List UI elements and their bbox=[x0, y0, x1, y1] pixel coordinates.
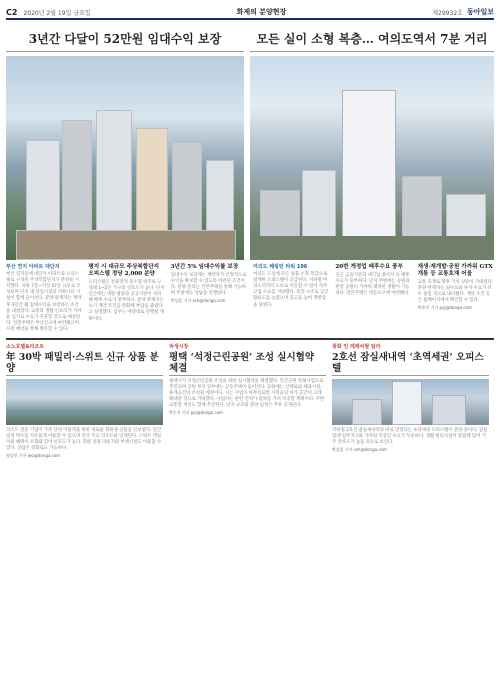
right-article-label: 여의도 해링턴 타워 196 bbox=[252, 264, 308, 270]
bottom-article-3-label: 광화 언 레제씨팔 탐라 bbox=[332, 344, 381, 351]
bottom-article-1-byline: 정성인 기자 jeo@donga.com bbox=[6, 453, 61, 459]
bottom-article-2: 파생시장 평택 ‘석정근린공원’ 조성 실시협약 체결 평택시가 석정근린공원 조성을 위한 실시협약을 체결했다. 민간공원 특례사업으로 추진되며 공원 부지 일부에는 공동주택이 들어선다. 공원에는 산책로와 체육시설, 휴게공간이 조성될 예정이다. 시는 사업이 마무리되면 시민들의 여가 공간이 크게 확대될 것으로 기대했다. 사업자는 관련 인허가 절차를 거쳐 착공할 계획이다. 주변 교통망 개선도 함께 추진된다. 단지 규모와 분양 일정은 추후 공개된다. 박준식 기자 pjs@donga.com bbox=[169, 343, 326, 459]
left-article-col1: 부산 연지 아파트 대단지 부산 연지동에 대단지 아파트와 오피스텔로 구성된 주상복합단지가 분양을 시작했다. 지하 7층~지상 47층 규모로 조성되며 단지 내 상업시설과 커뮤니티 시설이 함께 들어선다. 분양 관계자는 계약 후 3년간 월 임대수익을 보장하는 조건을 내걸었다. 교통과 생활 인프라가 가까운 입지로 수요가 꾸준할 것으로 예상된다. 견본주택은 부산진구에 마련됐으며 사전 예약을 통해 방문할 수 있다. bbox=[6, 264, 82, 332]
left-article-sub1: 평지 시 대규모 주상복합단지 오피스텔 정당 2,000 분양 bbox=[88, 264, 160, 277]
bottom-article-3-headline: 2호선 잠실새내역 ‘초역세권’ 오피스텔 bbox=[332, 352, 489, 376]
left-headline: 3년간 다달이 52만원 임대수익 보장 bbox=[6, 26, 244, 52]
left-article-byline: 박상훈 기자 ssh@donga.com bbox=[170, 298, 226, 304]
bottom-article-1-label: 소노호텔&리조트 bbox=[6, 344, 45, 351]
issue-number: 제29932호 bbox=[432, 9, 463, 17]
right-headline: 모든 실이 소형 복층… 여의도역서 7분 거리 bbox=[250, 26, 494, 52]
right-article-byline: 박용진 기자 pyj@donga.com bbox=[417, 305, 472, 311]
masthead bbox=[6, 6, 494, 20]
bottom-article-2-headline: 평택 ‘석정근린공원’ 조성 실시협약 체결 bbox=[169, 352, 326, 376]
bottom-article-3-byline: 박상훈 기자 ssh@donga.com bbox=[332, 447, 387, 453]
section-title: 화제의 분양현장 bbox=[236, 8, 287, 16]
left-rendering-photo bbox=[6, 56, 244, 260]
issue-date: 2020년 2월 19일 금요일 bbox=[23, 9, 91, 17]
left-article-sub2: 3년간 5% 임대수익률 보장 bbox=[170, 264, 239, 270]
left-article-col2: 평지 시 대규모 주상복합단지 오피스텔 정당 2,000 분양 오피스텔은 전용면적 중소형 위주로 구성돼 1~2인 가구의 선호도가 높다. 단지 인근에는 대형 병원과 공공기관이 자리해 배후 수요가 풍부하다. 분양 관계자는 초기 계약 조건을 완화해 부담을 줄였다고 설명했다. 입주는 예정대로 진행될 계획이다. bbox=[88, 264, 165, 322]
bottom-article-2-label: 파생시장 bbox=[169, 344, 189, 351]
left-article-label: 부산 연지 아파트 대단지 bbox=[6, 264, 60, 270]
right-article-col1: 여의도 해링턴 타워 196 여의도 도심에 모든 실을 소형 복층으로 설계한 오피스텔이 공급된다. 지하철 여의도역까지 도보로 이동할 수 있어 직주근접 수요를 겨냥했다. 복층 구조로 공간 활용도를 높였으며 층고를 높여 개방감을 살렸다. bbox=[252, 264, 329, 308]
section-divider bbox=[6, 338, 494, 340]
right-article-sub1: 20번 게정업 배후수요 풍부 bbox=[335, 264, 403, 270]
bottom-article-2-byline: 박준식 기자 pjs@donga.com bbox=[169, 410, 223, 416]
right-article-col3: 재생·재개발·공원 가까워 GTX 개통 등 교통호재 어울 교통 호재로 향후 가치 상승이 기대된다. 분양 관계자는 실수요와 투자 수요가 모두 몰릴 것으로 내다봤다. 계약 조건 등은 홈페이지에서 확인할 수 있다. 박용진 기자 pyj@donga.com bbox=[417, 264, 494, 311]
left-article-col3: 3년간 5% 임대수익률 보장 임대수익 보장제는 계약자가 안정적으로 수익을 확보할 수 있도록 마련된 조건이다. 분양 문의는 견본주택을 통해 가능하며 주말에도 상담을 진행한다. 박상훈 기자 ssh@donga.com bbox=[170, 264, 247, 304]
bottom-article-1-photo bbox=[6, 379, 163, 425]
right-rendering-photo bbox=[250, 56, 494, 260]
bottom-article-3-photo bbox=[332, 379, 489, 425]
bottom-article-3: 광화 언 레제씨팔 탐라 2호선 잠실새내역 ‘초역세권’ 오피스텔 지하철 2호선 잠실새내역과 바로 연결되는 초역세권 오피스텔이 분양 중이다. 잠실 일대 업무지구와 가까워 직장인 수요가 꾸준하다. 생활 편의시설이 밀집해 있어 거주 만족도가 높을 것으로 보인다. 박상훈 기자 ssh@donga.com bbox=[332, 344, 488, 453]
bottom-article-1-headline: 年 30박 패밀리·스위트 신규 상품 분양 bbox=[6, 352, 163, 376]
paper-logo: 동아일보 bbox=[466, 8, 494, 16]
right-article-sub2: 재생·재개발·공원 가까워 GTX 개통 등 교통호재 어울 bbox=[417, 264, 493, 277]
bottom-article-1: 소노호텔&리조트 年 30박 패밀리·스위트 신규 상품 분양 리조트 전문 기업이 가족 단위 이용객을 위한 새로운 회원권 상품을 선보였다. 연간 일정 박수를 자유롭게 이용할 수 있으며 전국 주요 리조트와 연계된다. 스위트 객실 이용 혜택이 포함돼 있어 선호도가 높다. 회원 전용 라운지와 부대시설도 이용할 수 있다. 상담은 전화로도 가능하다. 정성인 기자 jeo@donga.com bbox=[6, 343, 163, 459]
right-article-col2: 20번 게정업 배후수요 풍부 인근 금융기관과 대기업 종사자 등 배후 수요가 풍부하다. 단지 주변에는 공원과 한강 공원이 가까워 쾌적한 생활이 가능하다. 견본주택은 영등포구에 마련됐다. bbox=[335, 264, 411, 333]
page-number: C2 bbox=[6, 7, 18, 17]
